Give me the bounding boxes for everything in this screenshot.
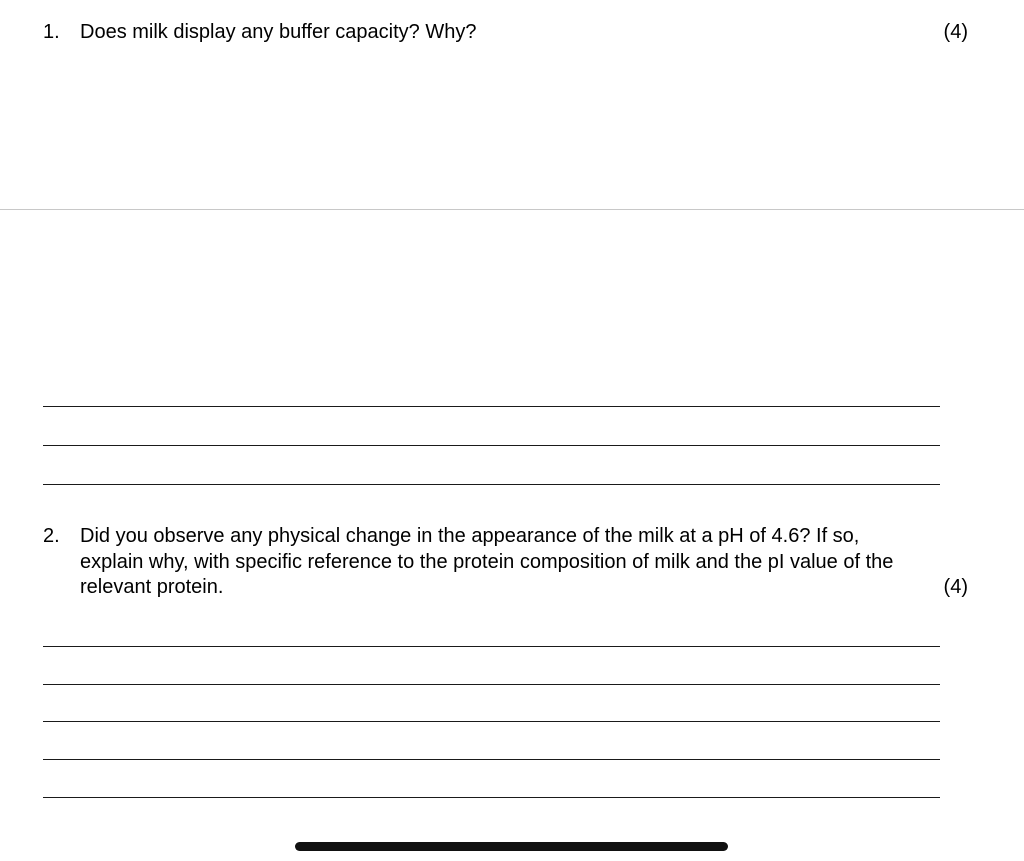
- answer-line[interactable]: [43, 759, 940, 760]
- answer-line[interactable]: [43, 721, 940, 722]
- question-2-number: 2.: [43, 525, 60, 547]
- answer-line[interactable]: [43, 684, 940, 685]
- question-2-text-line-3: relevant protein.: [80, 576, 224, 598]
- page-divider: [0, 209, 1024, 210]
- question-1-text: Does milk display any buffer capacity? Why?: [80, 21, 477, 43]
- question-1-marks: (4): [943, 21, 968, 43]
- question-2-text-line-2: explain why, with specific reference to the protein composition of milk and the pI value of the: [80, 551, 894, 573]
- answer-line[interactable]: [43, 646, 940, 647]
- answer-line[interactable]: [43, 445, 940, 446]
- answer-line[interactable]: [43, 797, 940, 798]
- question-1-number: 1.: [43, 21, 60, 43]
- answer-line[interactable]: [43, 406, 940, 407]
- answer-line[interactable]: [43, 484, 940, 485]
- home-indicator-bar[interactable]: [295, 842, 728, 851]
- question-2-text-line-1: Did you observe any physical change in the appearance of the milk at a pH of 4.6? If so,: [80, 525, 860, 547]
- question-2-marks: (4): [943, 576, 968, 598]
